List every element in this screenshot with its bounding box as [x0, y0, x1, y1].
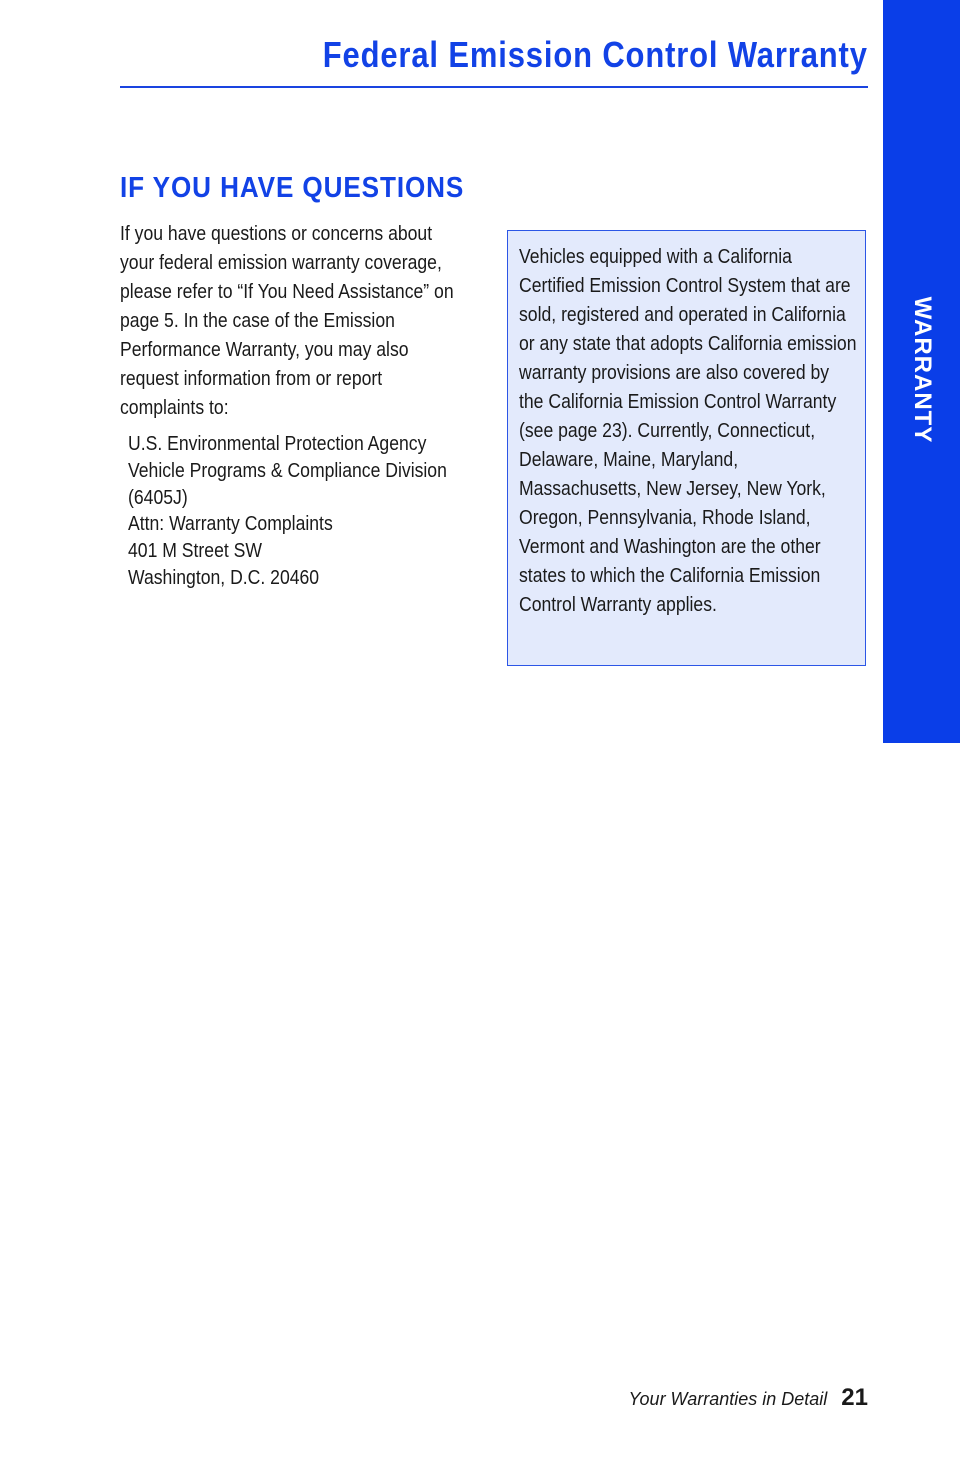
- callout-text: Vehicles equipped with a California Certified Emission Control System that are sold, registered and operated in California or any state that adopts California emission warranty provisions are also covered by the California Emission Control Warranty (see page 23). Currently, Connecticut, Delaware, Maine, Maryland, Massachusetts, New Jersey, New York, Oregon, Pennsylvania, Rhode Island, Vermont and Washington are the other states to which the California Emission Control Warranty applies.: [519, 246, 857, 616]
- side-tab: [883, 0, 960, 743]
- page-number: 21: [841, 1384, 868, 1411]
- address-block: [128, 431, 476, 592]
- address-line: Vehicle Programs & Compliance Division: [128, 459, 447, 482]
- address-line: 401 M Street SW: [128, 540, 263, 563]
- header-divider: [120, 86, 868, 88]
- address-line: Attn: Warranty Complaints: [128, 513, 333, 536]
- address-line: U.S. Environmental Protection Agency: [128, 433, 427, 455]
- section-body: If you have questions or concerns about your federal emission warranty coverage, please refer to “If You Need Assistance” on page 5. In the case of the Emission Performance Warranty, you may also request information from or report complaints to:: [120, 223, 454, 419]
- page-footer: [629, 1384, 868, 1412]
- section-heading: IF YOU HAVE QUESTIONS: [120, 172, 465, 204]
- california-warranty-callout: [507, 230, 866, 666]
- footer-section-label: Your Warranties in Detail: [628, 1389, 828, 1409]
- side-tab-label: WARRANTY: [908, 296, 936, 444]
- address-line: (6405J): [128, 486, 188, 509]
- address-line: Washington, D.C. 20460: [128, 566, 320, 589]
- page-title: Federal Emission Control Warranty: [322, 34, 868, 75]
